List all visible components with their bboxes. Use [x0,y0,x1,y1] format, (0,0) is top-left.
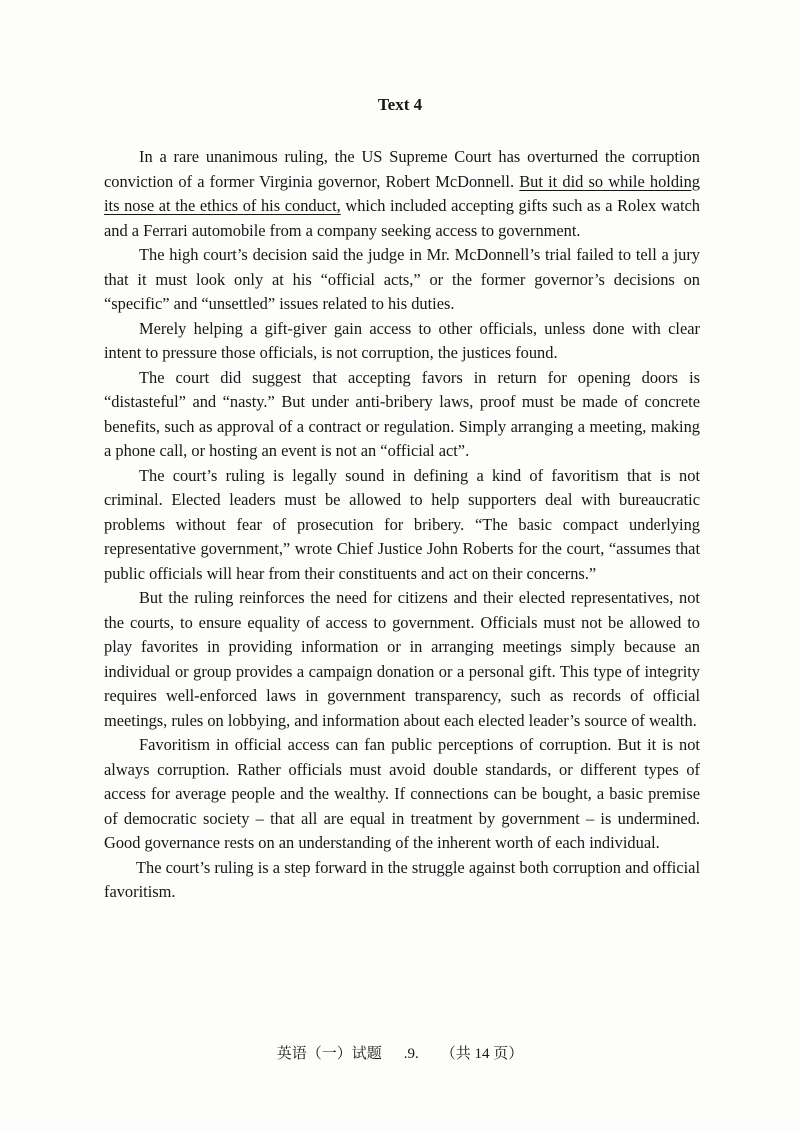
underlined-sentence: But it did so while holding its nose at the ethics of his conduct, [104,171,701,215]
paragraph-5: The court’s ruling is legally sound in defining a kind of favoritism that is not criminal. Elected leaders must be allowed to help supporters deal with bureaucratic problems without fear of prosecution for bribery. “The basic compact underlying representative government,” wrote Chief Justice John Roberts for the court, “assumes that public officials will hear from their constituents and act on their concerns.” [104,465,700,583]
footer-page-number: .9. [403,1046,419,1062]
paragraph-7: Favoritism in official access can fan public perceptions of corruption. But it is not always corruption. Rather officials must avoid double standards, or different types of access for average people and the wealthy. If connections can be bought, a basic premise of democratic society – that all are equal in treatment by government – is undermined. Good governance rests on an understanding of the inherent worth of each individual. [104,735,700,852]
paragraph-1-text: In a rare unanimous ruling, the US Supreme Court has overturned the corruption conviction of a former Virginia governor, Robert McDonnell. [104,147,700,191]
paragraph-4: The court did suggest that accepting favors in return for opening doors is “distasteful” and “nasty.” But under anti-bribery laws, proof must be made of concrete benefits, such as approval of a contract or regulation. Simply arranging a meeting, making a phone call, or hosting an event is not an “official act”. [104,367,700,460]
passage-title: Text 4 [377,95,423,114]
paragraph-6: But the ruling reinforces the need for citizens and their elected representatives, not the courts, to ensure equality of access to government. Officials must not be allowed to play favorites in providing information or in arranging meetings simply because an individual or group provides a campaign donation or a personal gift. This type of integrity requires well-enforced laws in government transparency, such as records of official meetings, rules on lobbying, and information about each elected leader’s source of wealth. [104,588,700,730]
paragraph-2: The high court’s decision said the judge in Mr. McDonnell’s trial failed to tell a jury that it must look only at his “official acts,” or the former governor’s decisions on “specific” and “unsettled” issues related to his duties. [104,245,700,313]
footer-total-pages: （共 14 页） [440,1046,524,1062]
paragraph-1 [104,145,700,243]
page-footer [0,1042,800,1063]
paragraph-3: Merely helping a gift-giver gain access to other officials, unless done with clear intent to pressure those officials, is not corruption, the justices found. [104,318,700,362]
paragraph-1-tail: which included accepting gifts such as a Rolex watch and a Ferrari automobile from a company seeking access to government. [104,196,701,240]
passage-body [104,145,700,905]
paragraph-8: The court’s ruling is a step forward in the struggle against both corruption and official favoritism. [104,857,700,901]
footer-subject: 英语（一）试题 [276,1046,382,1062]
